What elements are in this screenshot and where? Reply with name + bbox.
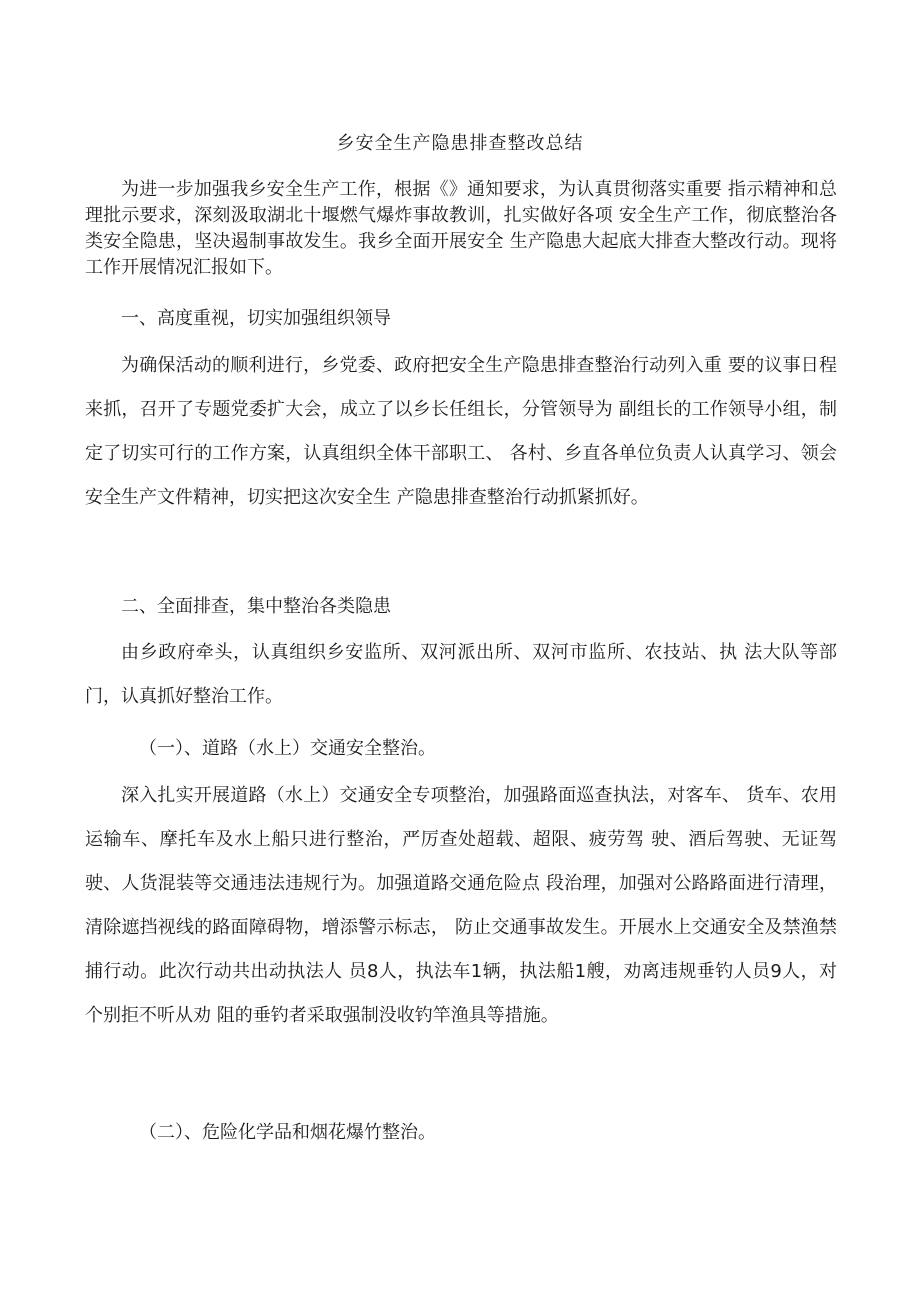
section-1-heading: 一、高度重视，切实加强组织领导 <box>121 308 391 329</box>
section-1-paragraph: 为确保活动的顺利进行，乡党委、政府把安全生产隐患排查整治行动列入重 要的议事日程来抓，召开了专题党委扩大会，成立了以乡长任组长，分管领导为 副组长的工作领导小组，制定了切实可行的工作方案，认真组织全体干部职工、 各村、乡直各单位负责人认真学习、领会安全生产文件精神，切实把这次安全生 产隐患排查整治行动抓紧抓好。 <box>85 355 837 508</box>
section-2-paragraph: 由乡政府牵头，认真组织乡安监所、双河派出所、双河市监所、农技站、执 法大队等部门，认真抓好整治工作。 <box>85 642 837 707</box>
subsection-1-paragraph: 深入扎实开展道路（水上）交通安全专项整治，加强路面巡查执法，对客车、 货车、农用运输车、摩托车及水上船只进行整治，严厉查处超载、超限、疲劳驾 驶、酒后驾驶、无证驾驶、人货混装等交通违法违规行为。加强道路交通危险点 段治理，加强对公路路面进行清理，清除遮挡视线的路面障碍物，增添警示标志， 防止交通事故发生。开展水上交通安全及禁渔禁捕行动。此次行动共出动执法人 员8人，执法车1辆，执法船1艘，劝离违规垂钓人员9人，对个别拒不听从劝 阻的垂钓者采取强制没收钓竿渔具等措施。 <box>85 785 837 1026</box>
intro-paragraph: 为进一步加强我乡安全生产工作，根据《》通知要求，为认真贯彻落实重要 指示精神和总理批示要求，深刻汲取湖北十堰燃气爆炸事故教训，扎实做好各项 安全生产工作，彻底整治各类安全隐患，坚决遏制事故发生。我乡全面开展安全 生产隐患大起底大排查大整改行动。现将工作开展情况汇报如下。 <box>85 179 837 278</box>
subsection-2-heading: （二）、危险化学品和烟花爆竹整治。 <box>139 1122 436 1143</box>
subsection-1-heading: （一）、道路（水上）交通安全整治。 <box>139 738 436 759</box>
document-title: 乡安全生产隐患排查整改总结 <box>336 133 584 154</box>
section-2-heading: 二、全面排查，集中整治各类隐患 <box>121 596 391 617</box>
